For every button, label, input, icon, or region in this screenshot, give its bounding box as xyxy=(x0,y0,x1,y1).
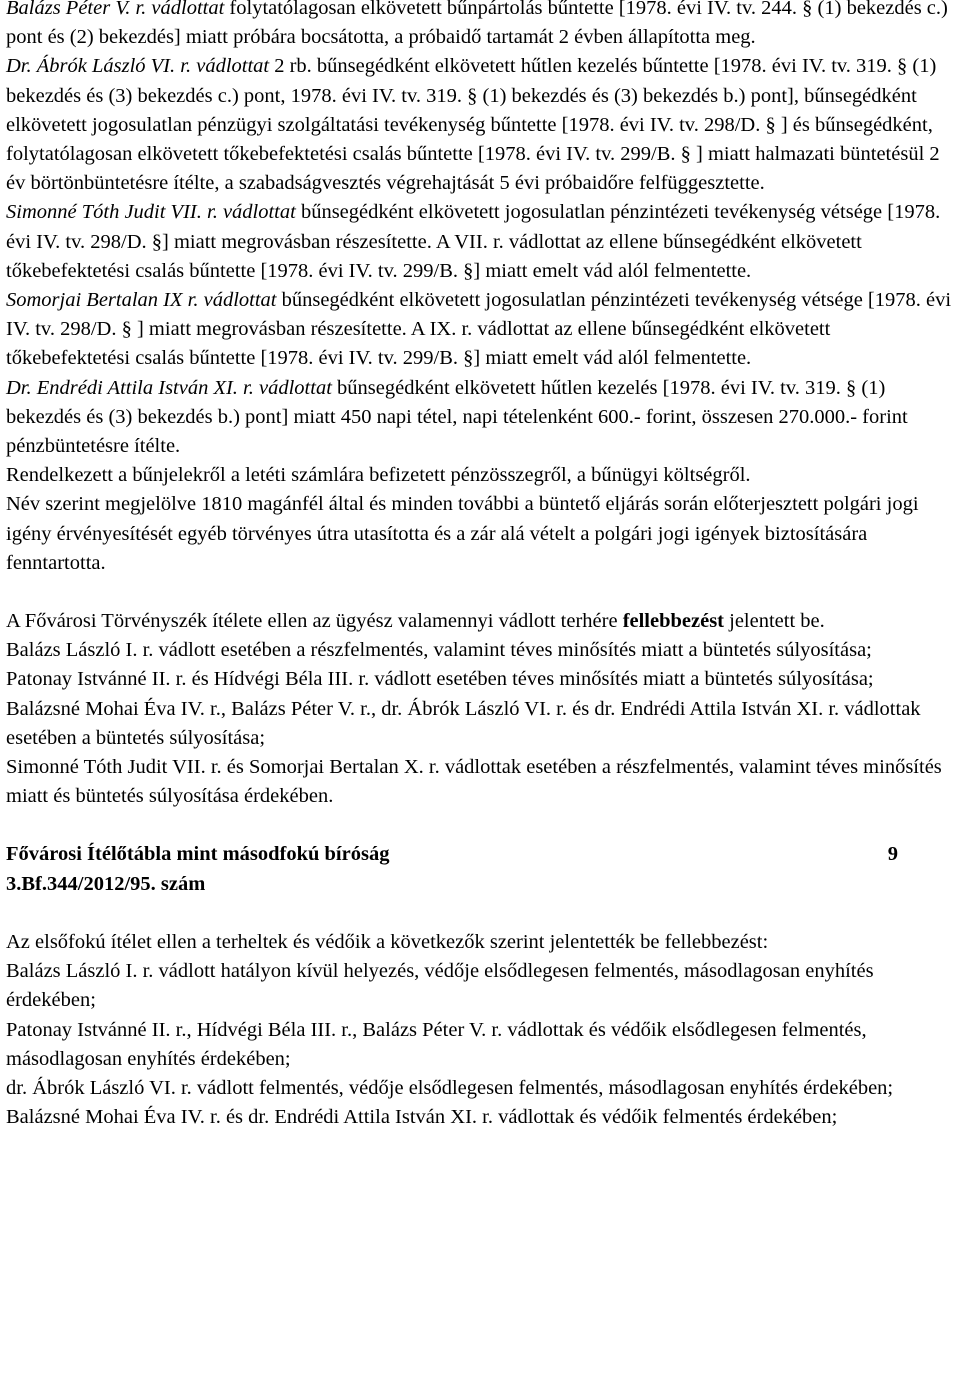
court-name: Fővárosi Ítélőtábla mint másodfokú bíróság xyxy=(6,843,390,866)
defendant-name: Dr. Ábrók László VI. r. vádlottat xyxy=(6,55,270,78)
defendant-name: Somorjai Bertalan IX r. vádlottat xyxy=(6,289,277,312)
defendant-name: Simonné Tóth Judit VII. r. vádlottat xyxy=(6,201,296,224)
appeal-item: Simonné Tóth Judit VII. r. és Somorjai Bertalan X. r. vádlottak esetében a részfelmentés, valamint téves minősítés miatt és büntetés súlyosítása érdekében. xyxy=(6,756,942,808)
paragraph-text: folytatólagosan elkövetett bűnpártolás bűntette [1978. évi IV. tv. 244. § (1) bekezdés c.) pont és (2) bekezdés] miatt próbára bocsátotta, a próbaidő tartamát 2 évben állapította meg. xyxy=(6,0,948,49)
civil-claims-paragraph: Név szerint megjelölve 1810 magánfél által és minden további a büntető eljárás során előterjesztett polgári jogi igény érvényesítését egyéb törvényes útra utasította és a zár alá vételt a polgári jogi igények biztosítására fenntartotta. xyxy=(6,493,919,574)
verdict-paragraph xyxy=(6,0,956,52)
paragraph-spacer xyxy=(6,899,956,928)
verdict-paragraph xyxy=(6,52,956,198)
appeal-item: Balázsné Mohai Éva IV. r., Balázs Péter V. r., dr. Ábrók László VI. r. és dr. Endrédi Attila István XI. r. vádlottak esetében a büntetés súlyosítása; xyxy=(6,697,921,749)
paragraph-text: bűnsegédként elkövetett hűtlen kezelés [1978. évi IV. tv. 319. § (1) bekezdés és (3) bekezdés b.) pont] miatt 450 napi tétel, napi tételenként 600.- forint, összesen 270.000.- forint pénzbüntetésre ítélte. xyxy=(6,376,908,458)
paragraph-spacer xyxy=(6,578,956,607)
paragraph-spacer xyxy=(6,811,956,840)
verdict-paragraph xyxy=(6,198,956,286)
defense-appeal-intro: Az elsőfokú ítélet ellen a terheltek és védőik a következők szerint jelentették be fellebbezést: xyxy=(6,930,769,953)
verdict-paragraph xyxy=(6,374,956,462)
page-number: 9 xyxy=(887,843,898,866)
paragraph-text: bűnsegédként elkövetett jogosulatlan pénzintézeti tevékenység vétsége [1978. évi IV. tv. 298/D. §] miatt megrovásban részesítette. A VII. r. vádlottat az ellene bűnsegédként elkövetett tőkebefektetési csalás bűntette [1978. évi IV. tv. 299/B. §] miatt emelt vád alól felmentette. xyxy=(6,201,941,282)
evidence-paragraph: Rendelkezett a bűnjelekről a letéti számlára befizetett pénzösszegről, a bűnügyi költségről. xyxy=(6,464,751,487)
appeal-item: Patonay Istvánné II. r., Hídvégi Béla III. r., Balázs Péter V. r. vádlottak és védőik elsődlegesen felmentés, másodlagosan enyhítés érdekében; xyxy=(6,1018,867,1070)
appeal-item: dr. Ábrók László VI. r. vádlott felmentés, védője elsődlegesen felmentés, másodlagosan enyhítés érdekében; xyxy=(6,1076,894,1099)
paragraph-text: jelentett be. xyxy=(724,610,825,633)
appeal-item: Balázs László I. r. vádlott esetében a részfelmentés, valamint téves minősítés miatt a büntetés súlyosítása; xyxy=(6,639,872,662)
paragraph-text: bűnsegédként elkövetett jogosulatlan pénzintézeti tevékenység vétsége [1978. évi IV. tv. 298/D. § ] miatt megrovásban részesítette. A IX. r. vádlottat az ellene bűnsegédként elkövetett tőkebefektetési csalás bűntette [1978. évi IV. tv. 299/B. §] miatt emelt vád alól felmentette. xyxy=(6,289,952,370)
page-header xyxy=(6,840,956,869)
appeal-item: Balázsné Mohai Éva IV. r. és dr. Endrédi Attila István XI. r. vádlottak és védőik felmentés érdekében; xyxy=(6,1106,838,1129)
emphasized-word: fellebbezést xyxy=(622,610,725,633)
verdict-paragraph xyxy=(6,286,956,374)
paragraph-text: 2 rb. bűnsegédként elkövetett hűtlen kezelés bűntette [1978. évi IV. tv. 319. § (1) bekezdés és (3) bekezdés c.) pont, 1978. évi IV. tv. 319. § (1) bekezdés és (3) bekezdés b.) pont], bűnsegédként elkövetett jogosulatlan pénzügyi szolgáltatási tevékenység bűntette [1978. évi IV. tv. 298/D. § ] és bűnsegédként, folytatólagosan elkövetett tőkebefektetési csalás bűntette [1978. évi IV. tv. 299/B. § ] miatt halmazati büntetésül 2 év börtönbüntetésre ítélte, a szabadságvesztés végrehajtását 5 évi próbaidőre felfüggesztette. xyxy=(6,55,940,195)
defendant-name: Dr. Endrédi Attila István XI. r. vádlottat xyxy=(6,376,332,399)
appeal-item: Patonay Istvánné II. r. és Hídvégi Béla III. r. vádlott esetében téves minősítés miatt a büntetés súlyosítása; xyxy=(6,668,874,691)
prosecutor-appeal-paragraph xyxy=(6,607,956,636)
appeal-item: Balázs László I. r. vádlott hatályon kívül helyezés, védője elsődlegesen felmentés, másodlagosan enyhítés érdekében; xyxy=(6,960,874,1012)
defendant-name: Balázs Péter V. r. vádlottat xyxy=(6,0,225,19)
paragraph-text: A Fővárosi Törvényszék ítélete ellen az ügyész valamennyi vádlott terhére xyxy=(6,610,623,633)
case-number: 3.Bf.344/2012/95. szám xyxy=(6,872,206,895)
